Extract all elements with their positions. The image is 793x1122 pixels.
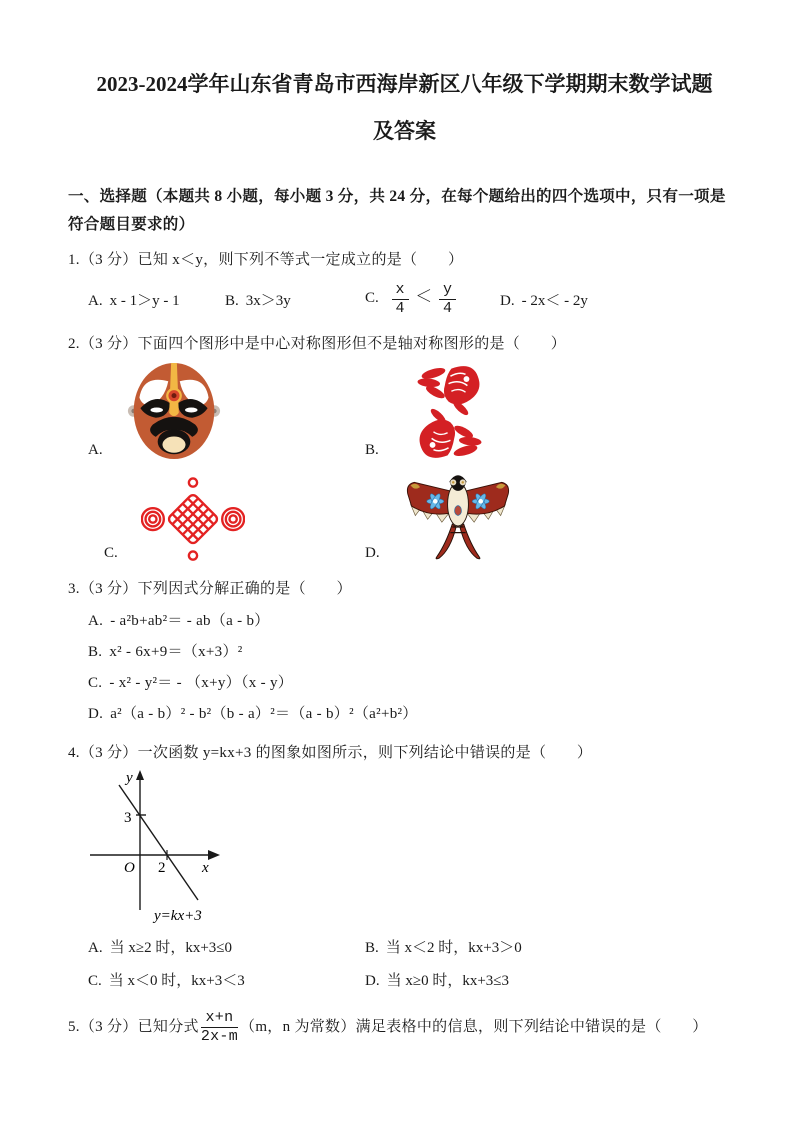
option-text: x² - 6x+9＝（x+3）² [109,644,243,660]
q1-option-a [88,289,225,310]
q4-options [88,937,741,992]
option-text: 当 x＜2 时，kx+3＞0 [385,940,522,956]
y-axis-label: y [126,770,133,786]
question-5 [68,1010,741,1045]
question-3 [68,576,741,730]
option-text: - a²b+ab²＝ - ab（a - b） [110,613,270,629]
origin-label: O [124,860,135,876]
q5-stem-prefix: 5.（3 分）已知分式 [68,1019,199,1036]
q1-option-c [365,282,500,317]
option-label: C. [88,675,103,691]
q3-options [68,606,741,730]
q1-option-b [225,289,365,310]
q4-figure [86,768,741,931]
y-intercept-tick-label: 3 [124,810,132,826]
relation-symbol: ＜ [415,287,433,307]
q4-option-d [365,970,741,992]
peking-opera-mask-image [126,361,222,461]
option-label: C. [88,973,102,989]
fraction-denominator: 4 [443,299,453,317]
chinese-knot-image [141,476,245,564]
fraction-numerator: x+n [201,1010,238,1028]
x-axis-label: x [202,860,209,876]
option-text: - x² - y²＝ - （x+y）（x - y） [109,675,294,691]
papercut-double-fish-image [402,363,497,461]
title-line1: 2023-2024学年山东省青岛市西海岸新区八年级下学期期末数学试题 [96,72,713,96]
q1-stem: 1.（3 分）已知 x＜y，则下列不等式一定成立的是（ ） [68,252,464,268]
q4-option-c [88,970,365,992]
page-title [68,68,741,147]
question-1 [68,247,741,323]
q3-option-d [88,699,741,730]
q3-option-b [88,637,741,668]
fraction-numerator: y [439,282,456,300]
option-label: D. [88,706,104,722]
q4-stem: 4.（3 分）一次函数 y=kx+3 的图象如图所示，则下列结论中错误的是（ ） [68,745,593,761]
option-label: B. [365,442,379,458]
section-heading: 一、选择题（本题共 8 小题，每小题 3 分，共 24 分，在每个题给出的四个选项中，只有一项是符合题目要求的） [68,188,726,233]
question-4 [68,740,741,992]
fraction [439,282,456,317]
option-label: D. [365,973,380,989]
linear-function-graph [86,768,246,926]
option-label: A. [88,442,103,458]
q2-option-a [88,361,365,461]
option-label: D. [500,292,515,309]
q4-option-a [88,937,365,959]
q2-option-c [88,469,365,564]
option-label: B. [88,644,103,660]
option-label: C. [104,545,118,561]
fraction [201,1010,238,1045]
x-intercept-tick-label: 2 [158,860,166,876]
q3-stem: 3.（3 分）下列因式分解正确的是（ ） [68,581,352,597]
option-label: A. [88,940,103,956]
title-line2: 及答案 [373,119,436,143]
option-text: 3x＞3y [245,292,291,309]
q2-stem: 2.（3 分）下面四个图形中是中心对称图形但不是轴对称图形的是（ ） [68,336,567,352]
q2-option-b [365,361,741,461]
q5-stem-suffix: （m，n 为常数）满足表格中的信息，则下列结论中错误的是（ ） [240,1019,708,1036]
option-text: - 2x＜ - 2y [521,292,588,309]
question-2 [68,331,741,564]
option-label: A. [88,613,104,629]
option-text: 当 x＜0 时，kx+3＜3 [108,973,245,989]
q1-option-d [500,289,741,310]
option-text: 当 x≥2 时，kx+3≤0 [109,940,233,956]
q3-option-c [88,668,741,699]
swallow-kite-image [403,469,513,564]
fraction-numerator: x [392,282,409,300]
option-label: B. [225,292,239,309]
q3-option-a [88,606,741,637]
fraction [392,282,409,317]
q4-option-b [365,937,741,959]
option-text: a²（a - b）² - b²（b - a）²＝（a - b）²（a²+b²） [110,706,418,722]
line-equation-label: y=kx+3 [154,908,202,924]
q1-options [88,275,741,323]
option-text: x - 1＞y - 1 [109,292,180,309]
option-label: C. [365,290,379,307]
q5-stem [68,1010,741,1045]
option-text: 当 x≥0 时，kx+3≤3 [386,973,510,989]
option-label: D. [365,545,380,561]
q2-option-d [365,469,741,564]
option-label: B. [365,940,379,956]
fraction-denominator: 4 [395,299,405,317]
option-label: A. [88,292,103,309]
q2-figures [88,361,741,564]
fraction-denominator: 2x-m [200,1027,239,1045]
